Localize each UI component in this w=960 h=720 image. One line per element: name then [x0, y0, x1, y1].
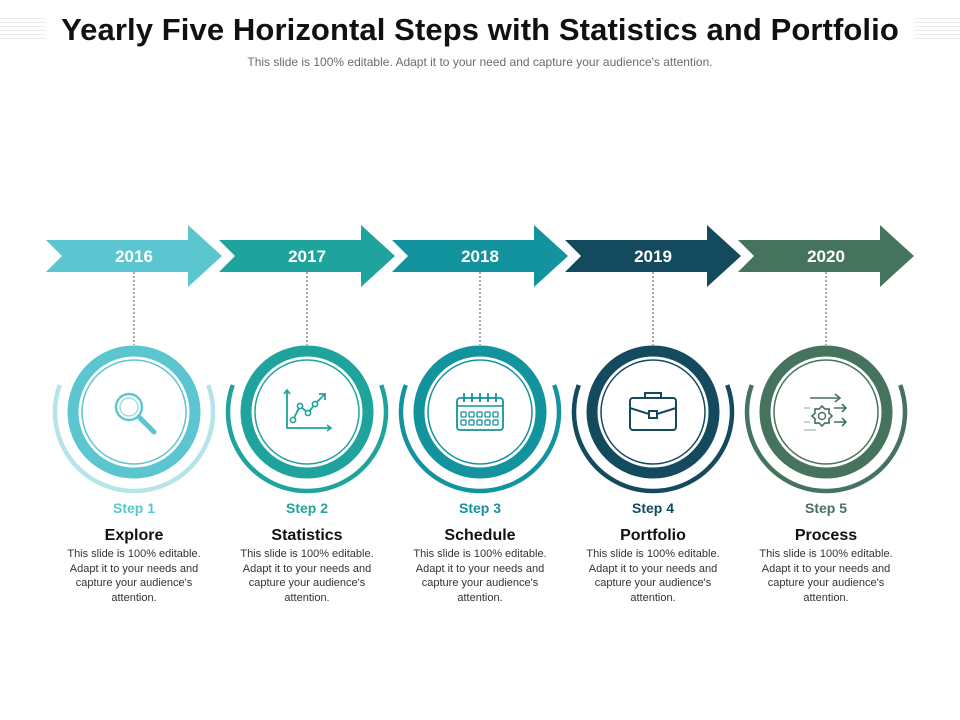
step-number: Step 5 — [804, 500, 847, 516]
step-number: Step 3 — [458, 500, 501, 516]
step-number: Step 2 — [285, 500, 328, 516]
step-title: Portfolio — [620, 527, 686, 544]
step-year-label: 2018 — [461, 247, 499, 266]
step-year-label: 2016 — [115, 247, 153, 266]
step-item — [578, 500, 728, 605]
step-year-label: 2019 — [634, 247, 672, 266]
page-title: Yearly Five Horizontal Steps with Statistics and Portfolio — [61, 12, 899, 47]
step-year-label: 2020 — [807, 247, 845, 266]
page-subtitle: This slide is 100% editable. Adapt it to your need and capture your audience's attention. — [247, 55, 713, 69]
step-year-label: 2017 — [288, 247, 326, 266]
step-item — [405, 500, 555, 605]
step-title: Statistics — [271, 527, 343, 544]
calendar-icon — [457, 393, 503, 430]
step-number: Step 1 — [112, 500, 155, 516]
step-description: This slide is 100% editable. Adapt it to your needs and capture your audience's attention. — [413, 548, 547, 604]
step-inner-circle — [774, 360, 878, 464]
step-title: Schedule — [444, 527, 516, 544]
step-item — [751, 500, 901, 605]
step-item — [59, 500, 209, 605]
step-inner-circle — [82, 360, 186, 464]
step-description: This slide is 100% editable. Adapt it to your needs and capture your audience's attention. — [67, 548, 201, 604]
step-number: Step 4 — [631, 500, 674, 516]
step-item — [232, 500, 382, 605]
step-description: This slide is 100% editable. Adapt it to your needs and capture your audience's attention. — [759, 548, 893, 604]
step-description: This slide is 100% editable. Adapt it to your needs and capture your audience's attention. — [586, 548, 720, 604]
step-title: Explore — [104, 527, 164, 544]
step-title: Process — [794, 527, 858, 544]
step-description: This slide is 100% editable. Adapt it to your needs and capture your audience's attention. — [240, 548, 374, 604]
